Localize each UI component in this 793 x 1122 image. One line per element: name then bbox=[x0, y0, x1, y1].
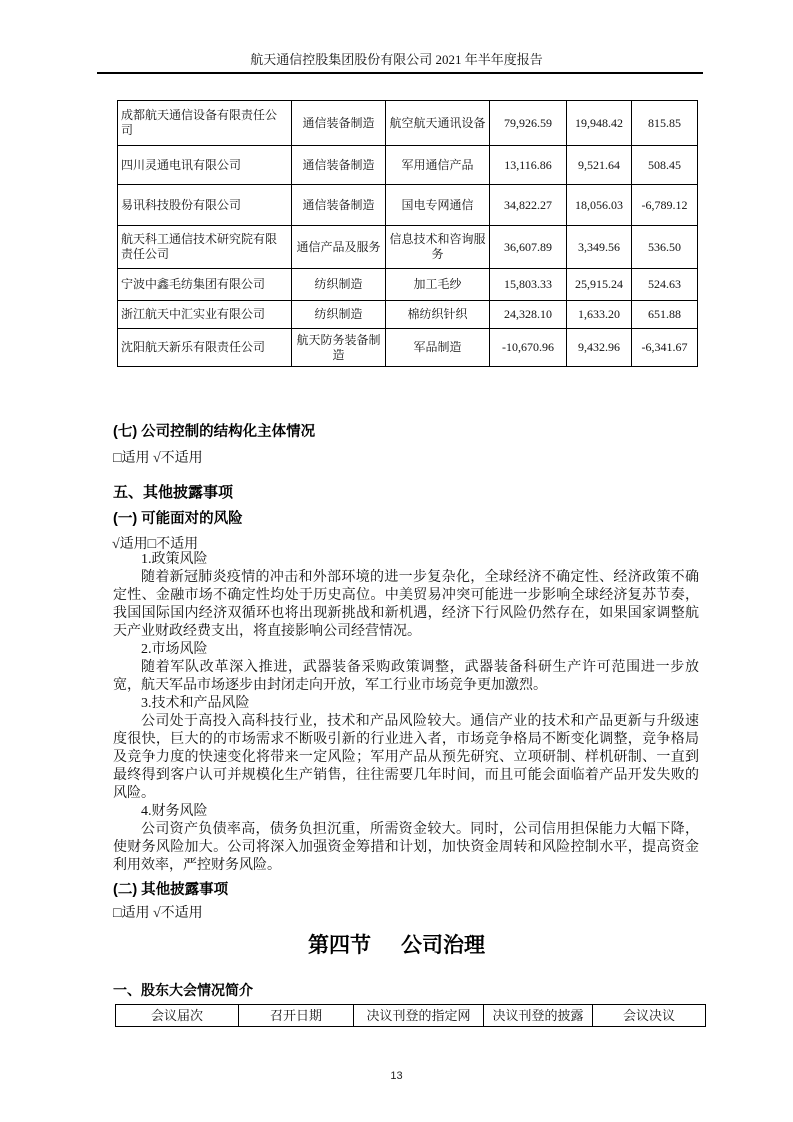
cell-num3: 524.63 bbox=[632, 269, 698, 301]
cell-product: 国电专网通信 bbox=[386, 185, 490, 226]
cell-num1: 13,116.86 bbox=[490, 146, 567, 185]
risk-3-body: 公司处于高投入高科技行业，技术和产品风险较大。通信产业的技术和产品更新与升级速度很快，巨大的的市场需求不断吸引新的行业进入者，市场竞争格局不断变化调整，竞争格局及竞争力度的快速变化将带来一定风险；军用产品从预先研究、立项研制、样机研制、一直到最终得到客户认可并规模化生产销售，往往需要几年时间，而且可能会面临着产品开发失败的风险。 bbox=[113, 714, 699, 801]
cell-product: 军用通信产品 bbox=[386, 146, 490, 185]
cell-num1: 36,607.89 bbox=[490, 226, 567, 269]
section-5-2-applicability: □适用 √不适用 bbox=[113, 906, 203, 921]
subsidiary-row bbox=[118, 226, 698, 269]
risk-1-title: 1.政策风险 bbox=[141, 552, 208, 567]
cell-num2: 18,056.03 bbox=[567, 185, 632, 226]
subsidiary-row bbox=[118, 301, 698, 329]
subsidiary-row bbox=[118, 101, 698, 146]
risk-4-body: 公司资产负债率高，债务负担沉重，所需资金较大。同时，公司信用担保能力大幅下降，使财务风险加大。公司将深入加强资金筹措和计划，加快资金周转和风险控制水平，提高资金利用效率，严控财务风险。 bbox=[113, 822, 699, 873]
cell-industry: 纺织制造 bbox=[292, 269, 386, 301]
section-5-heading: 五、其他披露事项 bbox=[113, 484, 234, 501]
risk-2-body: 随着军队改革深入推进，武器装备采购政策调整，武器装备科研生产许可范围进一步放宽，航天军品市场逐步由封闭走向开放，军工行业市场竞争更加激烈。 bbox=[113, 660, 699, 693]
cell-company: 易讯科技股份有限公司 bbox=[118, 185, 292, 226]
cell-industry: 航天防务装备制造 bbox=[292, 329, 386, 367]
cell-company: 浙江航天中汇实业有限公司 bbox=[118, 301, 292, 329]
cell-num3: 536.50 bbox=[632, 226, 698, 269]
cell-product: 信息技术和咨询服务 bbox=[386, 226, 490, 269]
risk-3-title: 3.技术和产品风险 bbox=[141, 696, 250, 711]
cell-product: 军品制造 bbox=[386, 329, 490, 367]
chapter-number: 第四节 bbox=[308, 934, 371, 957]
section-5-1-applicability: √适用□不适用 bbox=[112, 537, 199, 552]
cell-industry: 通信装备制造 bbox=[292, 101, 386, 146]
cell-num1: -10,670.96 bbox=[490, 329, 567, 367]
meetings-header-row bbox=[116, 1005, 706, 1027]
cell-num3: 815.85 bbox=[632, 101, 698, 146]
cell-industry: 纺织制造 bbox=[292, 301, 386, 329]
section-5-2-heading: (二) 其他披露事项 bbox=[113, 882, 229, 898]
cell-num2: 9,521.64 bbox=[567, 146, 632, 185]
subsidiary-row bbox=[118, 269, 698, 301]
cell-num3: 508.45 bbox=[632, 146, 698, 185]
risk-2-title: 2.市场风险 bbox=[141, 642, 208, 657]
cell-num2: 9,432.96 bbox=[567, 329, 632, 367]
cell-num2: 1,633.20 bbox=[567, 301, 632, 329]
cell-num1: 79,926.59 bbox=[490, 101, 567, 146]
subsidiary-row bbox=[118, 329, 698, 367]
cell-num2: 19,948.42 bbox=[567, 101, 632, 146]
risk-1-body: 随着新冠肺炎疫情的冲击和外部环境的进一步复杂化，全球经济不确定性、经济政策不确定性、金融市场不确定性均处于历史高位。中美贸易冲突可能进一步影响全球经济复苏节奏，我国国际国内经济双循环也将出现新挑战和新机遇，经济下行风险仍然存在，如果国家调整航天产业财政经费支出，将直接影响公司经营情况。 bbox=[113, 570, 699, 639]
section-7-applicability: □适用 √不适用 bbox=[113, 451, 203, 466]
cell-company: 宁波中鑫毛纺集团有限公司 bbox=[118, 269, 292, 301]
document-header-title: 航天通信控股集团股份有限公司 2021 年半年度报告 bbox=[250, 52, 543, 67]
header-resolution-website: 决议刊登的指定网 bbox=[354, 1005, 484, 1027]
cell-industry: 通信装备制造 bbox=[292, 146, 386, 185]
header-meeting-session: 会议届次 bbox=[116, 1005, 239, 1027]
header-resolution-disclosure: 决议刊登的披露 bbox=[484, 1005, 593, 1027]
section-7-heading: (七) 公司控制的结构化主体情况 bbox=[113, 424, 316, 440]
risk-4-title: 4.财务风险 bbox=[141, 804, 208, 819]
cell-industry: 通信产品及服务 bbox=[292, 226, 386, 269]
cell-company: 沈阳航天新乐有限责任公司 bbox=[118, 329, 292, 367]
cell-industry: 通信装备制造 bbox=[292, 185, 386, 226]
header-meeting-resolution: 会议决议 bbox=[593, 1005, 706, 1027]
shareholder-meeting-heading: 一、股东大会情况简介 bbox=[113, 982, 253, 998]
header-meeting-date: 召开日期 bbox=[239, 1005, 354, 1027]
cell-num3: 651.88 bbox=[632, 301, 698, 329]
cell-company: 成都航天通信设备有限责任公司 bbox=[118, 101, 292, 146]
cell-product: 加工毛纱 bbox=[386, 269, 490, 301]
cell-company: 四川灵通电讯有限公司 bbox=[118, 146, 292, 185]
risk-paragraphs bbox=[113, 551, 699, 875]
cell-num3: -6,789.12 bbox=[632, 185, 698, 226]
chapter-name: 公司治理 bbox=[401, 934, 485, 957]
cell-num2: 25,915.24 bbox=[567, 269, 632, 301]
cell-num1: 24,328.10 bbox=[490, 301, 567, 329]
header-divider bbox=[97, 72, 703, 74]
page-number: 13 bbox=[390, 1070, 403, 1082]
meetings-table bbox=[115, 1004, 706, 1027]
subsidiary-row bbox=[118, 185, 698, 226]
cell-num1: 15,803.33 bbox=[490, 269, 567, 301]
chapter-4-title bbox=[0, 933, 793, 959]
cell-num3: -6,341.67 bbox=[632, 329, 698, 367]
section-5-1-heading: (一) 可能面对的风险 bbox=[113, 511, 243, 527]
cell-company: 航天科工通信技术研究院有限责任公司 bbox=[118, 226, 292, 269]
subsidiaries-table bbox=[117, 100, 698, 367]
cell-product: 棉纺织针织 bbox=[386, 301, 490, 329]
subsidiary-row bbox=[118, 146, 698, 185]
cell-num1: 34,822.27 bbox=[490, 185, 567, 226]
cell-num2: 3,349.56 bbox=[567, 226, 632, 269]
cell-product: 航空航天通讯设备 bbox=[386, 101, 490, 146]
